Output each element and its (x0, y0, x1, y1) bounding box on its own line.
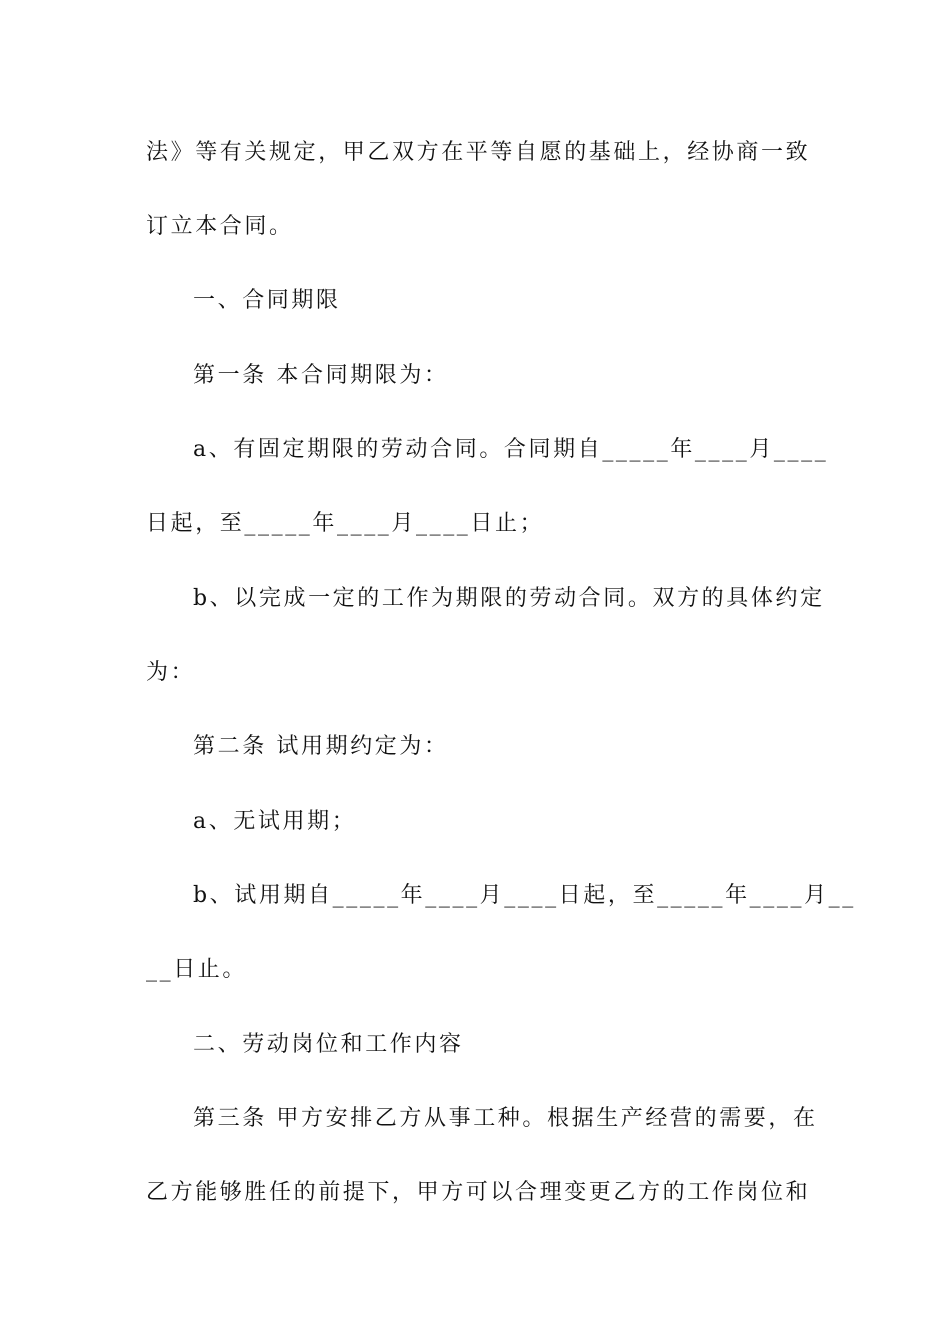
article-heading: 第一条 本合同期限为： (193, 363, 449, 388)
text-line: b、试用期自_____年____月____日起，至_____年____月__ (193, 883, 856, 908)
text-line: b、以完成一定的工作为期限的劳动合同。双方的具体约定 (193, 586, 825, 611)
article-heading: 第三条 甲方安排乙方从事工种。根据生产经营的需要，在 (193, 1106, 818, 1131)
text-line: __日止。 (146, 957, 248, 982)
text-line: 为： (146, 660, 196, 685)
section-heading: 一、合同期限 (193, 288, 341, 313)
text-line: 乙方能够胜任的前提下，甲方可以合理变更乙方的工作岗位和 (146, 1180, 811, 1205)
text-line: a、有固定期限的劳动合同。合同期自_____年____月____ (193, 437, 829, 462)
text-line: 订立本合同。 (146, 214, 294, 239)
text-line: 日起，至_____年____月____日止； (146, 511, 545, 536)
article-heading: 第二条 试用期约定为： (193, 734, 449, 759)
text-line: 法》等有关规定，甲乙双方在平等自愿的基础上，经协商一致 (146, 140, 811, 165)
section-heading: 二、劳动岗位和工作内容 (193, 1032, 464, 1057)
text-line: a、无试用期； (193, 809, 357, 834)
